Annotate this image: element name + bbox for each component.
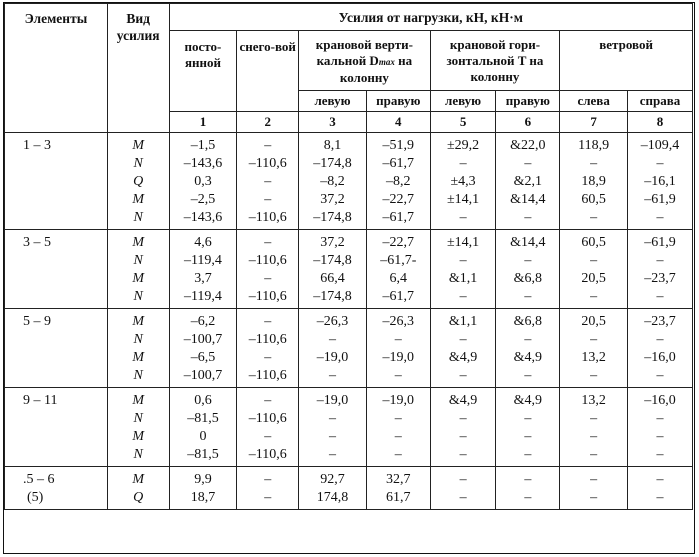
force-value: &2,1 — [513, 174, 543, 189]
column-number: 5 — [430, 112, 496, 133]
force-kind-label: M — [132, 393, 144, 408]
force-value: –2,5 — [190, 192, 216, 207]
force-value: – — [656, 447, 664, 462]
force-value: 18,9 — [581, 174, 606, 189]
crane-vertical-subscript: max — [378, 57, 395, 67]
column-number: 1 — [169, 112, 237, 133]
force-kind-label: N — [133, 210, 143, 225]
force-value: – — [459, 429, 467, 444]
force-value: 92,7 — [320, 472, 345, 487]
force-value: –61,7 — [382, 210, 415, 225]
force-value: –19,0 — [316, 350, 349, 365]
force-value: – — [524, 210, 532, 225]
header-crane-v-right: правую — [366, 91, 430, 112]
column-number: 6 — [496, 112, 560, 133]
force-value: –174,8 — [313, 210, 352, 225]
force-value: – — [459, 332, 467, 347]
force-value: 18,7 — [190, 490, 216, 505]
force-kind-label: N — [133, 332, 143, 347]
element-label: 9 – 11 — [23, 393, 58, 408]
force-value: –110,6 — [248, 156, 287, 171]
force-value: – — [264, 174, 272, 189]
force-value: –61,7 — [382, 156, 415, 171]
element-label: 5 – 9 — [23, 314, 51, 329]
force-value: –8,2 — [320, 174, 345, 189]
force-value: – — [590, 447, 598, 462]
header-permanent-load: посто-янной — [169, 31, 237, 112]
force-kind-label: N — [133, 368, 143, 383]
force-value: –110,6 — [248, 447, 287, 462]
force-value: – — [656, 156, 664, 171]
force-value: –23,7 — [644, 314, 676, 329]
value-cell — [628, 467, 693, 510]
force-value: – — [264, 192, 272, 207]
force-value: – — [524, 411, 532, 426]
force-value: –110,6 — [248, 289, 287, 304]
force-kind-label: N — [133, 156, 143, 171]
force-value: –61,9 — [644, 192, 676, 207]
force-value: – — [524, 472, 532, 487]
force-value: – — [590, 429, 598, 444]
element-group-row — [5, 133, 693, 230]
force-value: &1,1 — [448, 314, 478, 329]
force-kind-label: M — [132, 429, 144, 444]
force-value: –19,0 — [316, 393, 349, 408]
value-cell — [237, 467, 299, 510]
force-kind-cell — [107, 467, 169, 510]
value-cell — [237, 230, 299, 309]
force-value: –19,0 — [382, 350, 415, 365]
force-value: 0,6 — [194, 393, 212, 408]
header-crane-h-left: левую — [430, 91, 496, 112]
force-kind-label: N — [133, 289, 143, 304]
value-cell — [628, 388, 693, 467]
force-value: – — [459, 253, 467, 268]
force-value: &6,8 — [513, 314, 543, 329]
value-cell — [628, 309, 693, 388]
force-value: –61,7- — [380, 253, 417, 268]
element-group-row — [5, 388, 693, 467]
value-cell — [237, 309, 299, 388]
header-force-kind: Вид усилия — [107, 4, 169, 133]
force-kind-cell — [107, 133, 169, 230]
force-value: – — [590, 472, 598, 487]
force-value: – — [590, 289, 598, 304]
force-value: – — [656, 472, 664, 487]
force-value: – — [590, 332, 598, 347]
value-cell — [366, 388, 430, 467]
crane-vertical-label-end: на колонну — [339, 53, 413, 85]
force-value: ±4,3 — [450, 174, 476, 189]
force-value: –1,5 — [190, 138, 216, 153]
force-value: – — [264, 235, 272, 250]
element-label: .5 – 6 — [23, 472, 55, 487]
force-value: &22,0 — [510, 138, 546, 153]
force-value: 61,7 — [386, 490, 411, 505]
force-value: – — [264, 271, 272, 286]
value-cell — [430, 388, 496, 467]
force-kind-label: N — [133, 447, 143, 462]
forces-table-sheet — [3, 2, 695, 554]
force-value: –6,2 — [190, 314, 216, 329]
force-value: –6,5 — [190, 350, 216, 365]
value-cell — [628, 230, 693, 309]
force-value: – — [656, 490, 664, 505]
force-value: – — [590, 411, 598, 426]
force-value: – — [590, 253, 598, 268]
force-value: – — [524, 156, 532, 171]
force-value: – — [328, 368, 336, 383]
column-number: 7 — [560, 112, 628, 133]
force-value: 32,7 — [386, 472, 411, 487]
force-value: – — [264, 138, 272, 153]
force-value: ±14,1 — [446, 192, 480, 207]
force-value: – — [656, 210, 664, 225]
force-kind-label: N — [133, 253, 143, 268]
force-value: – — [459, 156, 467, 171]
force-value: –119,4 — [183, 253, 222, 268]
value-cell — [169, 467, 237, 510]
header-snow-load: снего-вой — [237, 31, 299, 112]
value-cell — [496, 133, 560, 230]
force-value: 13,2 — [581, 393, 606, 408]
force-value: –110,6 — [248, 368, 287, 383]
force-value: &1,1 — [448, 271, 478, 286]
value-cell — [299, 388, 367, 467]
force-value: –8,2 — [386, 174, 411, 189]
header-elements: Элементы — [5, 4, 108, 133]
value-cell — [237, 133, 299, 230]
header-wind-right: справа — [628, 91, 693, 112]
value-cell — [169, 309, 237, 388]
column-number: 8 — [628, 112, 693, 133]
value-cell — [169, 133, 237, 230]
force-value: –19,0 — [382, 393, 415, 408]
force-value: –61,9 — [644, 235, 676, 250]
force-value: –26,3 — [316, 314, 349, 329]
force-kind-label: N — [133, 411, 143, 426]
column-number: 3 — [299, 112, 367, 133]
header-forces-title: Усилия от нагрузки, кН, кН·м — [169, 4, 692, 31]
value-cell — [169, 388, 237, 467]
force-kind-label: M — [132, 350, 144, 365]
element-cell — [5, 467, 108, 510]
force-value: – — [590, 210, 598, 225]
force-value: –119,4 — [183, 289, 222, 304]
force-value: &4,9 — [448, 393, 478, 408]
force-value: – — [524, 332, 532, 347]
force-value: – — [394, 447, 402, 462]
value-cell — [560, 309, 628, 388]
column-number: 4 — [366, 112, 430, 133]
value-cell — [430, 230, 496, 309]
element-group-row — [5, 467, 693, 510]
element-cell — [5, 230, 108, 309]
force-value: 60,5 — [581, 235, 606, 250]
force-value: – — [524, 289, 532, 304]
force-value: – — [328, 429, 336, 444]
force-value: 37,2 — [320, 192, 345, 207]
force-value: –143,6 — [183, 156, 223, 171]
value-cell — [496, 230, 560, 309]
force-value: 37,2 — [320, 235, 345, 250]
table-body — [5, 133, 693, 510]
force-value: – — [459, 210, 467, 225]
value-cell — [366, 467, 430, 510]
force-value: –174,8 — [313, 253, 352, 268]
force-kind-cell — [107, 388, 169, 467]
force-value: – — [656, 289, 664, 304]
force-value: –16,0 — [644, 393, 676, 408]
force-value: –23,7 — [644, 271, 676, 286]
force-kind-label: M — [132, 314, 144, 329]
force-value: – — [459, 447, 467, 462]
force-value: – — [656, 368, 664, 383]
header-wind-load: ветровой — [560, 31, 693, 91]
force-value: –174,8 — [313, 156, 352, 171]
force-value: – — [264, 393, 272, 408]
force-value: – — [394, 429, 402, 444]
value-cell — [299, 133, 367, 230]
force-value: –174,8 — [313, 289, 352, 304]
force-value: –22,7 — [382, 192, 415, 207]
force-value: – — [459, 490, 467, 505]
header-crane-h-right: правую — [496, 91, 560, 112]
value-cell — [496, 467, 560, 510]
element-label: 3 – 5 — [23, 235, 51, 250]
force-value: 174,8 — [316, 490, 349, 505]
force-kind-label: M — [132, 138, 144, 153]
force-value: – — [459, 411, 467, 426]
force-value: –100,7 — [183, 368, 223, 383]
force-kind-label: M — [132, 235, 144, 250]
force-value: 8,1 — [323, 138, 342, 153]
force-value: 20,5 — [581, 271, 606, 286]
force-value: 3,7 — [194, 271, 212, 286]
force-value: – — [328, 447, 336, 462]
value-cell — [560, 133, 628, 230]
force-value: – — [459, 368, 467, 383]
force-value: – — [264, 429, 272, 444]
value-cell — [169, 230, 237, 309]
force-value: –22,7 — [382, 235, 415, 250]
force-value: 13,2 — [581, 350, 606, 365]
element-cell — [5, 133, 108, 230]
force-value: &4,9 — [448, 350, 478, 365]
force-value: – — [328, 411, 336, 426]
force-kind-cell — [107, 309, 169, 388]
force-kind-label: M — [132, 192, 144, 207]
header-crane-horizontal: крановой гори-зонтальной T на колонну — [430, 31, 560, 91]
value-cell — [430, 309, 496, 388]
value-cell — [496, 388, 560, 467]
force-value: – — [656, 332, 664, 347]
force-value: –16,0 — [644, 350, 676, 365]
value-cell — [496, 309, 560, 388]
force-value: – — [590, 156, 598, 171]
element-label-extra: (5) — [27, 490, 44, 505]
force-value: – — [656, 411, 664, 426]
force-value: – — [264, 490, 272, 505]
value-cell — [560, 388, 628, 467]
force-value: ±14,1 — [446, 235, 480, 250]
value-cell — [560, 467, 628, 510]
force-value: &4,9 — [513, 350, 543, 365]
force-value: –61,7 — [382, 289, 415, 304]
force-value: –81,5 — [187, 447, 219, 462]
value-cell — [366, 133, 430, 230]
value-cell — [299, 467, 367, 510]
value-cell — [560, 230, 628, 309]
force-value: – — [656, 253, 664, 268]
force-value: – — [264, 314, 272, 329]
element-cell — [5, 388, 108, 467]
force-value: 0 — [199, 429, 207, 444]
force-value: –110,6 — [248, 332, 287, 347]
force-value: –51,9 — [382, 138, 415, 153]
header-crane-v-left: левую — [299, 91, 367, 112]
forces-table — [4, 3, 693, 510]
force-kind-cell — [107, 230, 169, 309]
crane-vertical-label: крановой верти-кальной D — [315, 37, 413, 68]
header-wind-left: слева — [560, 91, 628, 112]
force-value: ±29,2 — [446, 138, 480, 153]
force-value: – — [328, 332, 336, 347]
header-crane-vertical — [299, 31, 431, 91]
value-cell — [366, 230, 430, 309]
element-group-row — [5, 230, 693, 309]
force-value: –110,6 — [248, 411, 287, 426]
force-value: – — [394, 332, 402, 347]
value-cell — [299, 230, 367, 309]
force-value: –16,1 — [644, 174, 676, 189]
force-value: – — [459, 472, 467, 487]
value-cell — [430, 133, 496, 230]
force-value: –100,7 — [183, 332, 223, 347]
force-value: &14,4 — [510, 235, 546, 250]
element-label: 1 – 3 — [23, 138, 51, 153]
force-value: – — [264, 350, 272, 365]
force-kind-label: M — [132, 472, 144, 487]
force-value: –81,5 — [187, 411, 219, 426]
force-value: – — [459, 289, 467, 304]
force-value: – — [524, 429, 532, 444]
force-value: – — [264, 472, 272, 487]
force-value: –110,6 — [248, 253, 287, 268]
force-value: – — [524, 253, 532, 268]
force-value: – — [656, 429, 664, 444]
force-kind-label: M — [132, 271, 144, 286]
force-value: – — [524, 447, 532, 462]
column-number: 2 — [237, 112, 299, 133]
element-cell — [5, 309, 108, 388]
force-value: &6,8 — [513, 271, 543, 286]
force-value: 66,4 — [320, 271, 345, 286]
force-value: 60,5 — [581, 192, 606, 207]
force-value: – — [394, 368, 402, 383]
force-kind-label: Q — [133, 490, 144, 505]
force-value: –109,4 — [640, 138, 680, 153]
force-value: &4,9 — [513, 393, 543, 408]
value-cell — [237, 388, 299, 467]
force-value: – — [524, 368, 532, 383]
force-value: 20,5 — [581, 314, 606, 329]
force-value: – — [524, 490, 532, 505]
force-value: 4,6 — [194, 235, 212, 250]
force-value: – — [590, 368, 598, 383]
force-kind-label: Q — [133, 174, 144, 189]
force-value: 118,9 — [578, 138, 610, 153]
value-cell — [299, 309, 367, 388]
force-value: 9,9 — [194, 472, 212, 487]
force-value: 0,3 — [194, 174, 212, 189]
force-value: –143,6 — [183, 210, 223, 225]
value-cell — [628, 133, 693, 230]
force-value: –110,6 — [248, 210, 287, 225]
value-cell — [366, 309, 430, 388]
value-cell — [430, 467, 496, 510]
force-value: – — [394, 411, 402, 426]
force-value: – — [590, 490, 598, 505]
force-value: 6,4 — [389, 271, 408, 286]
force-value: &14,4 — [510, 192, 546, 207]
element-group-row — [5, 309, 693, 388]
force-value: –26,3 — [382, 314, 415, 329]
